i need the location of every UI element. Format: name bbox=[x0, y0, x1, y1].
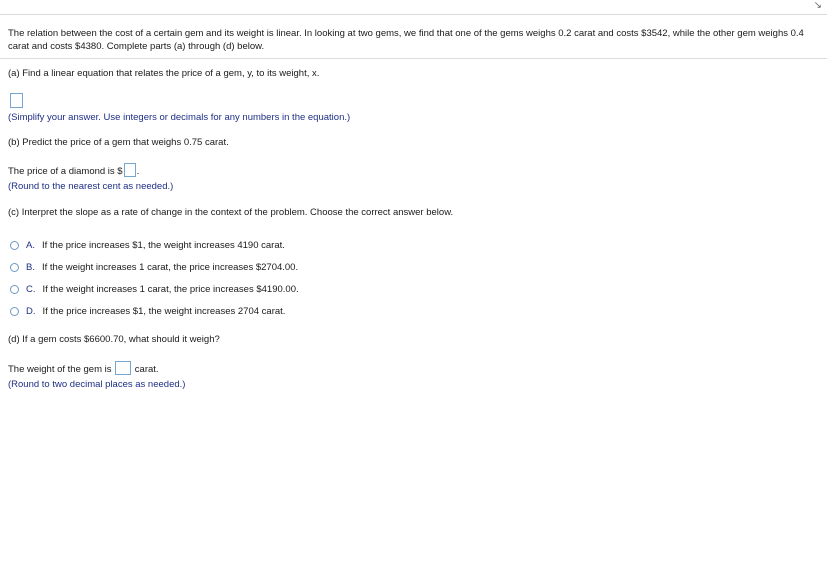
part-b-prompt: (b) Predict the price of a gem that weighs 0.75 carat. bbox=[8, 137, 229, 148]
radio-button-c[interactable] bbox=[10, 285, 19, 294]
intro-divider bbox=[0, 58, 827, 59]
choice-d[interactable] bbox=[10, 304, 285, 318]
radio-button-a[interactable] bbox=[10, 241, 19, 250]
choice-c[interactable] bbox=[10, 282, 299, 296]
choice-b-letter: B. bbox=[26, 261, 35, 273]
choice-a-letter: A. bbox=[26, 239, 35, 251]
part-a-hint: (Simplify your answer. Use integers or decimals for any numbers in the equation.) bbox=[8, 112, 351, 123]
weight-answer-box[interactable] bbox=[115, 361, 131, 375]
part-b-answer-line bbox=[8, 163, 139, 178]
part-d-prompt: (d) If a gem costs $6600.70, what should it weigh? bbox=[8, 334, 220, 345]
part-d-answer-prefix: The weight of the gem is bbox=[8, 364, 112, 375]
part-d-answer-suffix: carat. bbox=[134, 364, 159, 375]
radio-button-b[interactable] bbox=[10, 263, 19, 272]
choice-a[interactable] bbox=[10, 238, 285, 252]
part-d-hint: (Round to two decimal places as needed.) bbox=[8, 379, 186, 390]
choice-a-text: If the price increases $1, the weight increases 4190 carat. bbox=[41, 239, 285, 251]
equation-answer-box[interactable] bbox=[10, 93, 23, 108]
part-a-prompt: (a) Find a linear equation that relates the price of a gem, y, to its weight, x. bbox=[8, 68, 320, 79]
part-b-answer-suffix: . bbox=[136, 166, 140, 177]
part-b-answer-prefix: The price of a diamond is $ bbox=[8, 166, 123, 177]
choice-b[interactable] bbox=[10, 260, 298, 274]
part-b-hint: (Round to the nearest cent as needed.) bbox=[8, 181, 174, 192]
choice-d-text: If the price increases $1, the weight increases 2704 carat. bbox=[42, 305, 286, 317]
question-intro: The relation between the cost of a certain gem and its weight is linear. In looking at two gems, we find that one of the gems weighs 0.2 carat and costs $3542, while the other gem weighs 0.4 carat and costs $4380. Complete parts (a) through (d) below. bbox=[8, 28, 804, 52]
choice-d-letter: D. bbox=[26, 305, 36, 317]
price-answer-box[interactable] bbox=[124, 163, 136, 177]
part-d-answer-line bbox=[8, 361, 159, 376]
choice-c-text: If the weight increases 1 carat, the price increases $4190.00. bbox=[42, 283, 299, 295]
radio-button-d[interactable] bbox=[10, 307, 19, 316]
choice-c-letter: C. bbox=[26, 283, 36, 295]
top-divider bbox=[0, 14, 827, 15]
choice-b-text: If the weight increases 1 carat, the price increases $2704.00. bbox=[41, 261, 299, 273]
arrow-pointer-icon: ↘ bbox=[813, 0, 822, 11]
part-c-prompt: (c) Interpret the slope as a rate of change in the context of the problem. Choose the correct answer below. bbox=[8, 207, 454, 218]
